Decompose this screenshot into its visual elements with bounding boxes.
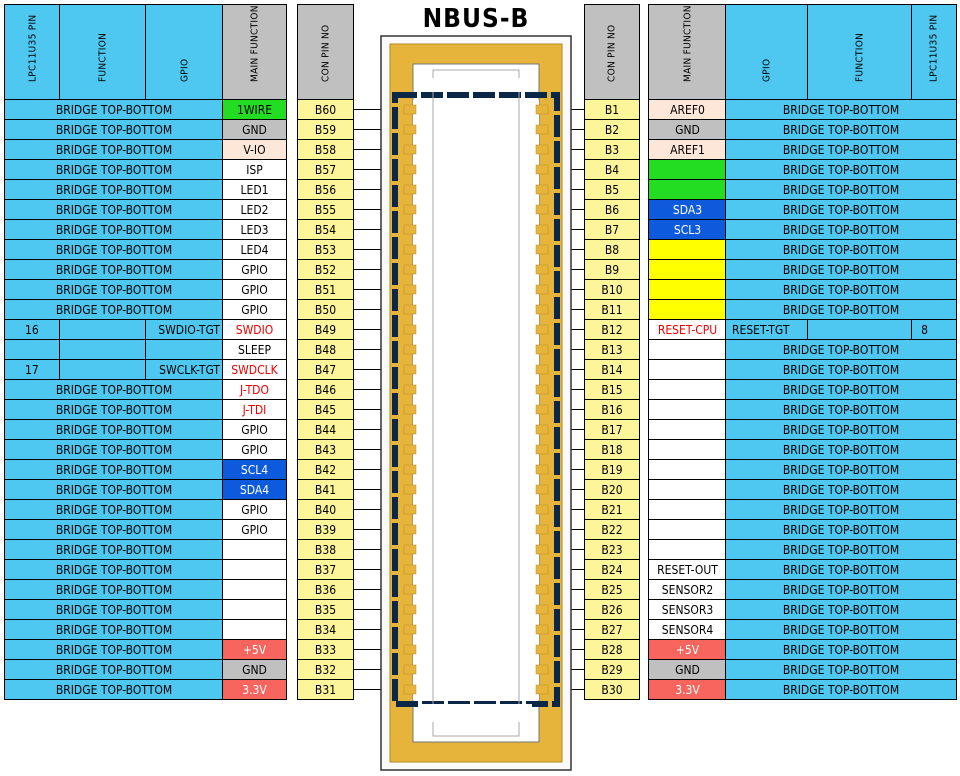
right-bridge-cell: BRIDGE TOP-BOTTOM <box>725 179 957 200</box>
left-main-function-cell <box>222 619 287 640</box>
left-pin-pad <box>404 505 416 514</box>
right-bridge-cell: BRIDGE TOP-BOTTOM <box>725 359 957 380</box>
left-bridge-cell: BRIDGE TOP-BOTTOM <box>4 179 224 200</box>
right-main-function-cell <box>648 439 727 460</box>
left-main-function-cell: ISP <box>222 159 287 180</box>
left-lpc-pin-cell <box>4 339 61 360</box>
right-con-pin-cell: B7 <box>584 219 640 240</box>
left-main-function-cell: GPIO <box>222 259 287 280</box>
right-bridge-cell: BRIDGE TOP-BOTTOM <box>725 139 957 160</box>
left-bridge-cell: BRIDGE TOP-BOTTOM <box>4 539 224 560</box>
right-main-function-cell <box>648 279 727 300</box>
right-con-pin-cell: B16 <box>584 399 640 420</box>
right-main-function-cell <box>648 259 727 280</box>
left-bridge-cell: BRIDGE TOP-BOTTOM <box>4 119 224 140</box>
right-main-function-cell <box>648 419 727 440</box>
right-main-function-cell: AREF0 <box>648 99 727 120</box>
left-con-pin-cell: B37 <box>297 559 354 580</box>
left-pin-pad <box>404 445 416 454</box>
left-main-function-cell <box>222 599 287 620</box>
right-con-pin-cell: B6 <box>584 199 640 220</box>
left-main-function-cell: SCL4 <box>222 459 287 480</box>
header-label: LPC11U35 PIN <box>928 14 940 82</box>
left-bridge-cell: BRIDGE TOP-BOTTOM <box>4 419 224 440</box>
left-pin-pad <box>404 125 416 134</box>
left-main-function-cell: GPIO <box>222 439 287 460</box>
left-con-pin-cell: B47 <box>297 359 354 380</box>
left-main-function-cell: SWDCLK <box>222 359 287 380</box>
left-main-function-cell: GPIO <box>222 419 287 440</box>
right-con-pin-cell: B15 <box>584 379 640 400</box>
left-con-pin-cell: B49 <box>297 319 354 340</box>
left-pin-pad <box>404 365 416 374</box>
right-pin-pad <box>536 545 548 554</box>
right-gpio-cell: RESET-TGT <box>725 319 809 340</box>
left-pin-pad <box>404 605 416 614</box>
right-bridge-cell: BRIDGE TOP-BOTTOM <box>725 479 957 500</box>
right-pin-pad <box>536 585 548 594</box>
right-pin-pad <box>536 205 548 214</box>
right-main-function-cell: SDA3 <box>648 199 727 220</box>
right-main-function-cell: SENSOR4 <box>648 619 727 640</box>
right-pin-pad <box>536 565 548 574</box>
right-main-function-cell: RESET-OUT <box>648 559 727 580</box>
right-bridge-cell: BRIDGE TOP-BOTTOM <box>725 119 957 140</box>
right-pin-pad <box>536 685 548 694</box>
left-bridge-cell: BRIDGE TOP-BOTTOM <box>4 599 224 620</box>
right-pin-pad <box>536 265 548 274</box>
left-con-pin-cell: B42 <box>297 459 354 480</box>
left-con-pin-cell: B44 <box>297 419 354 440</box>
left-con-pin-cell: B57 <box>297 159 354 180</box>
left-pin-pad <box>404 405 416 414</box>
right-bridge-cell: BRIDGE TOP-BOTTOM <box>725 339 957 360</box>
left-main-function-cell: GPIO <box>222 499 287 520</box>
right-main-function-cell <box>648 179 727 200</box>
right-pin-pad <box>536 285 548 294</box>
left-pin-pad <box>404 685 416 694</box>
right-con-pin-cell: B1 <box>584 99 640 120</box>
left-pin-pad <box>404 485 416 494</box>
right-bridge-cell: BRIDGE TOP-BOTTOM <box>725 159 957 180</box>
right-bridge-cell: BRIDGE TOP-BOTTOM <box>725 199 957 220</box>
right-header-func <box>807 4 913 100</box>
right-main-function-cell <box>648 159 727 180</box>
left-gpio-cell: SWDIO-TGT <box>145 319 224 340</box>
right-con-pin-cell: B5 <box>584 179 640 200</box>
left-main-function-cell: LED2 <box>222 199 287 220</box>
right-con-pin-cell: B17 <box>584 419 640 440</box>
header-label: GPIO <box>761 58 773 82</box>
left-pin-pad <box>404 545 416 554</box>
right-header-lpc <box>911 4 957 100</box>
right-pin-pad <box>536 365 548 374</box>
right-bridge-cell: BRIDGE TOP-BOTTOM <box>725 599 957 620</box>
left-con-pin-cell: B58 <box>297 139 354 160</box>
left-con-pin-cell: B34 <box>297 619 354 640</box>
right-con-pin-cell: B8 <box>584 239 640 260</box>
right-main-function-cell: SENSOR2 <box>648 579 727 600</box>
header-label: GPIO <box>179 58 190 82</box>
right-main-function-cell: +5V <box>648 639 727 660</box>
left-bridge-cell: BRIDGE TOP-BOTTOM <box>4 499 224 520</box>
left-pin-pad <box>404 625 416 634</box>
left-main-function-cell: J-TDI <box>222 399 287 420</box>
right-con-pin-cell: B25 <box>584 579 640 600</box>
left-pin-pad <box>404 185 416 194</box>
right-pin-pad <box>536 485 548 494</box>
left-con-pin-cell: B59 <box>297 119 354 140</box>
right-con-pin-cell: B2 <box>584 119 640 140</box>
left-main-function-cell: GPIO <box>222 299 287 320</box>
right-pin-pad <box>536 345 548 354</box>
left-bridge-cell: BRIDGE TOP-BOTTOM <box>4 519 224 540</box>
left-pin-pad <box>404 145 416 154</box>
right-con-pin-cell: B19 <box>584 459 640 480</box>
right-con-pin-cell: B9 <box>584 259 640 280</box>
left-pin-pad <box>404 665 416 674</box>
left-pin-pad <box>404 245 416 254</box>
right-main-function-cell: SENSOR3 <box>648 599 727 620</box>
left-gpio-cell: SWCLK-TGT <box>145 359 224 380</box>
right-pin-pad <box>536 645 548 654</box>
left-header-pin <box>297 4 354 100</box>
right-main-function-cell <box>648 459 727 480</box>
right-con-pin-cell: B30 <box>584 679 640 700</box>
left-lpc-pin-cell: 17 <box>4 359 61 380</box>
right-con-pin-cell: B3 <box>584 139 640 160</box>
left-con-pin-cell: B51 <box>297 279 354 300</box>
right-main-function-cell <box>648 399 727 420</box>
right-main-function-cell <box>648 339 727 360</box>
left-function-cell <box>59 359 147 380</box>
right-con-pin-cell: B4 <box>584 159 640 180</box>
left-con-pin-cell: B46 <box>297 379 354 400</box>
left-lpc-pin-cell: 16 <box>4 319 61 340</box>
left-con-pin-cell: B41 <box>297 479 354 500</box>
connector-housing-inner <box>413 100 539 700</box>
right-bridge-cell: BRIDGE TOP-BOTTOM <box>725 459 957 480</box>
right-main-function-cell: SCL3 <box>648 219 727 240</box>
right-main-function-cell: 3.3V <box>648 679 727 700</box>
left-pin-pad <box>404 165 416 174</box>
left-con-pin-cell: B43 <box>297 439 354 460</box>
left-function-cell <box>59 339 147 360</box>
left-pin-pad <box>404 265 416 274</box>
right-lpc-pin-cell: 8 <box>911 319 957 340</box>
left-main-function-cell: LED4 <box>222 239 287 260</box>
left-con-pin-cell: B35 <box>297 599 354 620</box>
left-pin-pad <box>404 225 416 234</box>
header-label: MAIN FUNCTION <box>682 5 693 82</box>
right-bridge-cell: BRIDGE TOP-BOTTOM <box>725 559 957 580</box>
right-main-function-cell: AREF1 <box>648 139 727 160</box>
right-main-function-cell <box>648 519 727 540</box>
right-con-pin-cell: B10 <box>584 279 640 300</box>
left-pin-pad <box>404 385 416 394</box>
left-con-pin-cell: B38 <box>297 539 354 560</box>
left-main-function-cell: LED3 <box>222 219 287 240</box>
left-bridge-cell: BRIDGE TOP-BOTTOM <box>4 659 224 680</box>
left-pin-pad <box>404 585 416 594</box>
left-main-function-cell: 1WIRE <box>222 99 287 120</box>
right-pin-pad <box>536 305 548 314</box>
left-bridge-cell: BRIDGE TOP-BOTTOM <box>4 399 224 420</box>
right-main-function-cell: RESET-CPU <box>648 319 727 340</box>
left-con-pin-cell: B36 <box>297 579 354 600</box>
left-header-gpio <box>145 4 224 100</box>
left-pin-pad <box>404 425 416 434</box>
right-bridge-cell: BRIDGE TOP-BOTTOM <box>725 219 957 240</box>
left-main-function-cell: SWDIO <box>222 319 287 340</box>
header-label: FUNCTION <box>97 32 109 82</box>
left-con-pin-cell: B48 <box>297 339 354 360</box>
left-bridge-cell: BRIDGE TOP-BOTTOM <box>4 379 224 400</box>
left-pin-pad <box>404 645 416 654</box>
left-con-pin-cell: B52 <box>297 259 354 280</box>
left-pin-pad <box>404 205 416 214</box>
header-label: CON PIN NO <box>606 24 618 82</box>
right-main-function-cell <box>648 299 727 320</box>
right-bridge-cell: BRIDGE TOP-BOTTOM <box>725 519 957 540</box>
right-pin-pad <box>536 145 548 154</box>
right-pin-pad <box>536 505 548 514</box>
left-pin-pad <box>404 305 416 314</box>
right-con-pin-cell: B11 <box>584 299 640 320</box>
right-con-pin-cell: B21 <box>584 499 640 520</box>
right-bridge-cell: BRIDGE TOP-BOTTOM <box>725 539 957 560</box>
right-header-pin <box>584 4 640 100</box>
left-con-pin-cell: B31 <box>297 679 354 700</box>
right-con-pin-cell: B13 <box>584 339 640 360</box>
right-bridge-cell: BRIDGE TOP-BOTTOM <box>725 279 957 300</box>
right-con-pin-cell: B29 <box>584 659 640 680</box>
left-con-pin-cell: B60 <box>297 99 354 120</box>
left-bridge-cell: BRIDGE TOP-BOTTOM <box>4 199 224 220</box>
right-con-pin-cell: B12 <box>584 319 640 340</box>
left-bridge-cell: BRIDGE TOP-BOTTOM <box>4 219 224 240</box>
left-bridge-cell: BRIDGE TOP-BOTTOM <box>4 619 224 640</box>
left-main-function-cell <box>222 579 287 600</box>
right-pin-pad <box>536 445 548 454</box>
right-pin-pad <box>536 525 548 534</box>
right-pin-pad <box>536 185 548 194</box>
left-header-lpc <box>4 4 61 100</box>
right-pin-pad <box>536 165 548 174</box>
left-main-function-cell <box>222 559 287 580</box>
left-pin-pad <box>404 345 416 354</box>
right-pin-pad <box>536 465 548 474</box>
right-main-function-cell <box>648 239 727 260</box>
right-bridge-cell: BRIDGE TOP-BOTTOM <box>725 679 957 700</box>
right-pin-pad <box>536 225 548 234</box>
left-pin-pad <box>404 525 416 534</box>
right-con-pin-cell: B14 <box>584 359 640 380</box>
right-bridge-cell: BRIDGE TOP-BOTTOM <box>725 639 957 660</box>
left-pin-pad <box>404 105 416 114</box>
left-main-function-cell: GPIO <box>222 279 287 300</box>
right-main-function-cell <box>648 359 727 380</box>
left-main-function-cell: SDA4 <box>222 479 287 500</box>
right-con-pin-cell: B22 <box>584 519 640 540</box>
left-con-pin-cell: B50 <box>297 299 354 320</box>
right-pin-pad <box>536 385 548 394</box>
left-con-pin-cell: B39 <box>297 519 354 540</box>
left-con-pin-cell: B32 <box>297 659 354 680</box>
right-function-cell <box>807 319 913 340</box>
right-pin-pad <box>536 605 548 614</box>
left-pin-pad <box>404 565 416 574</box>
left-pin-pad <box>404 325 416 334</box>
left-bridge-cell: BRIDGE TOP-BOTTOM <box>4 559 224 580</box>
left-header-func <box>59 4 147 100</box>
right-bridge-cell: BRIDGE TOP-BOTTOM <box>725 579 957 600</box>
header-label: MAIN FUNCTION <box>249 5 260 82</box>
connector-bottom-gap <box>420 704 532 722</box>
header-label: FUNCTION <box>854 32 866 82</box>
left-bridge-cell: BRIDGE TOP-BOTTOM <box>4 639 224 660</box>
right-pin-pad <box>536 405 548 414</box>
right-header-main <box>648 4 727 100</box>
left-bridge-cell: BRIDGE TOP-BOTTOM <box>4 679 224 700</box>
right-pin-pad <box>536 665 548 674</box>
left-bridge-cell: BRIDGE TOP-BOTTOM <box>4 99 224 120</box>
right-bridge-cell: BRIDGE TOP-BOTTOM <box>725 439 957 460</box>
left-main-function-cell <box>222 539 287 560</box>
left-bridge-cell: BRIDGE TOP-BOTTOM <box>4 579 224 600</box>
left-bridge-cell: BRIDGE TOP-BOTTOM <box>4 239 224 260</box>
left-main-function-cell: 3.3V <box>222 679 287 700</box>
left-con-pin-cell: B45 <box>297 399 354 420</box>
right-header-gpio <box>725 4 809 100</box>
right-bridge-cell: BRIDGE TOP-BOTTOM <box>725 659 957 680</box>
right-con-pin-cell: B18 <box>584 439 640 460</box>
right-main-function-cell: GND <box>648 659 727 680</box>
left-function-cell <box>59 319 147 340</box>
right-pin-pad <box>536 105 548 114</box>
left-main-function-cell: LED1 <box>222 179 287 200</box>
left-con-pin-cell: B56 <box>297 179 354 200</box>
right-bridge-cell: BRIDGE TOP-BOTTOM <box>725 419 957 440</box>
right-bridge-cell: BRIDGE TOP-BOTTOM <box>725 259 957 280</box>
right-pin-pad <box>536 125 548 134</box>
right-bridge-cell: BRIDGE TOP-BOTTOM <box>725 619 957 640</box>
left-header-main <box>222 4 287 100</box>
left-con-pin-cell: B54 <box>297 219 354 240</box>
right-main-function-cell <box>648 479 727 500</box>
header-label: CON PIN NO <box>320 24 331 82</box>
left-con-pin-cell: B33 <box>297 639 354 660</box>
left-con-pin-cell: B40 <box>297 499 354 520</box>
right-main-function-cell <box>648 499 727 520</box>
right-con-pin-cell: B26 <box>584 599 640 620</box>
right-pin-pad <box>536 245 548 254</box>
right-main-function-cell <box>648 539 727 560</box>
right-bridge-cell: BRIDGE TOP-BOTTOM <box>725 99 957 120</box>
left-bridge-cell: BRIDGE TOP-BOTTOM <box>4 279 224 300</box>
left-main-function-cell: +5V <box>222 639 287 660</box>
right-con-pin-cell: B20 <box>584 479 640 500</box>
right-pin-pad <box>536 325 548 334</box>
left-bridge-cell: BRIDGE TOP-BOTTOM <box>4 139 224 160</box>
right-bridge-cell: BRIDGE TOP-BOTTOM <box>725 299 957 320</box>
right-con-pin-cell: B27 <box>584 619 640 640</box>
left-main-function-cell: V-IO <box>222 139 287 160</box>
right-pin-pad <box>536 625 548 634</box>
connector-top-gap <box>420 78 532 92</box>
right-bridge-cell: BRIDGE TOP-BOTTOM <box>725 499 957 520</box>
left-main-function-cell: GND <box>222 659 287 680</box>
left-gpio-cell <box>145 339 224 360</box>
right-main-function-cell <box>648 379 727 400</box>
diagram-title: NBUS-B <box>422 4 530 34</box>
left-con-pin-cell: B53 <box>297 239 354 260</box>
right-pin-pad <box>536 425 548 434</box>
left-bridge-cell: BRIDGE TOP-BOTTOM <box>4 479 224 500</box>
left-main-function-cell: SLEEP <box>222 339 287 360</box>
left-pin-pad <box>404 285 416 294</box>
left-con-pin-cell: B55 <box>297 199 354 220</box>
left-main-function-cell: GND <box>222 119 287 140</box>
left-bridge-cell: BRIDGE TOP-BOTTOM <box>4 459 224 480</box>
left-bridge-cell: BRIDGE TOP-BOTTOM <box>4 299 224 320</box>
right-bridge-cell: BRIDGE TOP-BOTTOM <box>725 399 957 420</box>
right-con-pin-cell: B24 <box>584 559 640 580</box>
left-bridge-cell: BRIDGE TOP-BOTTOM <box>4 259 224 280</box>
right-bridge-cell: BRIDGE TOP-BOTTOM <box>725 379 957 400</box>
left-pin-pad <box>404 465 416 474</box>
right-main-function-cell: GND <box>648 119 727 140</box>
left-main-function-cell: GPIO <box>222 519 287 540</box>
header-label: LPC11U35 PIN <box>27 14 38 82</box>
right-con-pin-cell: B28 <box>584 639 640 660</box>
right-bridge-cell: BRIDGE TOP-BOTTOM <box>725 239 957 260</box>
left-bridge-cell: BRIDGE TOP-BOTTOM <box>4 159 224 180</box>
left-main-function-cell: J-TDO <box>222 379 287 400</box>
right-con-pin-cell: B23 <box>584 539 640 560</box>
left-bridge-cell: BRIDGE TOP-BOTTOM <box>4 439 224 460</box>
